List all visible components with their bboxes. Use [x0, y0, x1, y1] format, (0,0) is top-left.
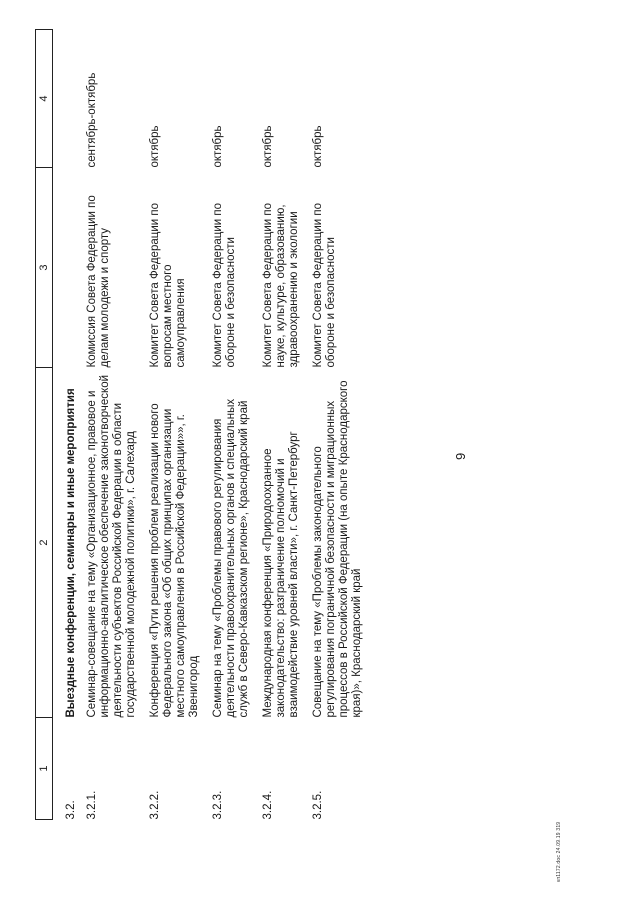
row-event: Семинар-совещание на тему «Организационное, правовое и информационно-аналитическое обеспечение законотворческой деятельности субъектов Российской Федерации в области государственной молодежной политики», г. Салехард [86, 374, 137, 718]
row-event: Международная конференция «Природоохранное законодательство: разграничение полномочий и взаимодействие уровней власти», г. Санкт-Петербург [262, 431, 300, 718]
row-responsible: Комитет Совета Федерации по обороне и безопасности [312, 203, 337, 368]
section-number: 3.2. [65, 800, 77, 820]
table-row [262, 30, 312, 820]
row-event: Совещание на тему «Проблемы законодательного регулирования пограничной безопасности и миграционных процессов в Российской Федерации (на опыте Краснодарского края)», Краснодарский край [312, 380, 363, 718]
row-period: октябрь [262, 125, 274, 168]
table-header-row [36, 30, 53, 820]
column-header-responsible: 3 [36, 168, 53, 368]
row-number: 3.2.4. [262, 790, 274, 820]
row-responsible: Комитет Совета Федерации по вопросам местного самоуправления [149, 203, 187, 368]
page-number: 9 [453, 452, 468, 460]
row-event: Конференция «Пути решения проблем реализации нового Федерального закона «Об общих принципах организации местного самоуправления в Российской Федерации»», г. Звенигород [149, 403, 200, 718]
row-event: Семинар на тему «Проблемы правового регулирования деятельности правоохранительных органов и специальных служб в Северо-Кавказском регионе», Краснодарский край [212, 398, 250, 718]
column-header-number: 1 [36, 718, 53, 820]
row-number: 3.2.3. [212, 790, 224, 820]
row-period: октябрь [312, 125, 324, 168]
row-period: октябрь [212, 125, 224, 168]
table-row [149, 30, 212, 820]
row-period: сентябрь-октябрь [86, 72, 98, 168]
table-row [312, 30, 375, 820]
row-number: 3.2.5. [312, 790, 324, 820]
row-responsible: Комитет Совета Федерации по обороне и безопасности [212, 203, 237, 368]
row-responsible: Комитет Совета Федерации по науке, культуре, образованию, здравоохранению и экологии [262, 203, 300, 368]
table-row [212, 30, 262, 820]
section-title: Выездные конференции, семинары и иные мероприятия [65, 388, 77, 718]
column-header-period: 4 [36, 30, 53, 168]
events-table [35, 29, 375, 820]
row-period: октябрь [149, 125, 161, 168]
row-number: 3.2.2. [149, 790, 161, 820]
footer-document-code: кп1172.doc 24.09.19 319 [556, 821, 562, 882]
table-row [86, 30, 149, 820]
row-number: 3.2.1. [86, 790, 98, 820]
row-responsible: Комиссия Совета Федерации по делам молодежи и спорту [86, 195, 111, 368]
section-row [53, 30, 87, 820]
column-header-event: 2 [36, 368, 53, 718]
